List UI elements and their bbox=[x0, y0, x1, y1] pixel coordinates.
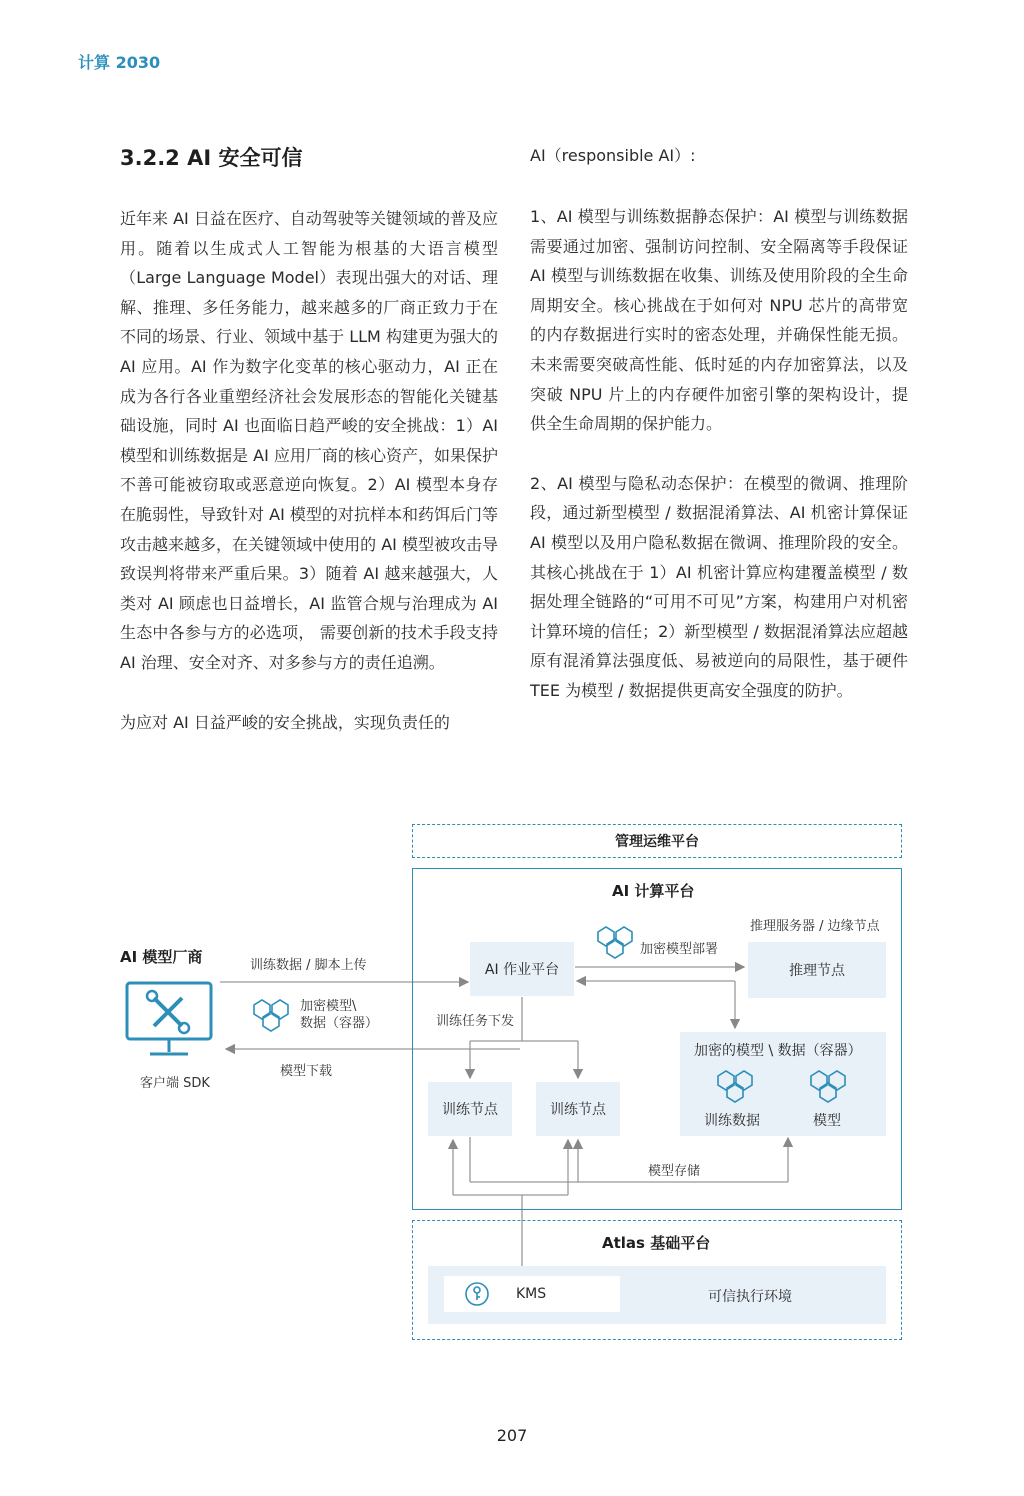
right-continuation: AI（responsible AI）: bbox=[530, 146, 696, 165]
store-model-label: 模型 bbox=[813, 1113, 841, 1129]
kms-label: KMS bbox=[516, 1286, 547, 1302]
model-storage-label: 模型存储 bbox=[648, 1164, 701, 1179]
store-training-data-label: 训练数据 bbox=[704, 1113, 760, 1129]
architecture-diagram bbox=[110, 820, 910, 1350]
encrypted-model-line-2: 数据（容器） bbox=[300, 1016, 379, 1031]
computer-tools-icon bbox=[124, 980, 216, 1062]
left-paragraph-1: 近年来 AI 日益在医疗、自动驾驶等关键领域的普及应用。随着以生成式人工智能为根基的大语言模型（Large Language Model）表现出强大的对话、理解、推理、多任务能力，越来越多的厂商正致力于在不同的场景、行业、领域中基于 LLM 构建更为强大的 AI 应用。AI 作为数字化变革的核心驱动力，AI 正在成为各行各业重塑经济社会发展形态的智能化关键基础设施，同时 AI 也面临日趋严峻的安全挑战：1）AI 模型和训练数据是 AI 应用厂商的核心资产，如果保护不善可能被窃取或恶意逆向恢复。2）AI 模型本身存在脆弱性，导致针对 AI 模型的对抗样本和药饵后门等攻击越来越多，在关键领域中使用的 AI 模型被攻击导致误判将带来严重后果。3）随着 AI 越来越强大，人类对 AI 顾虑也日益增长，AI 监管合规与治理成为 AI 生态中各参与方的必选项， 需要创新的技术手段支持 AI 治理、安全对齐、对多参与方的责任追溯。 bbox=[120, 209, 498, 672]
tee-label: 可信执行环境 bbox=[708, 1289, 792, 1305]
download-label: 模型下载 bbox=[280, 1064, 333, 1079]
right-paragraph-1: 1、AI 模型与训练数据静态保护：AI 模型与训练数据需要通过加密、强制访问控制、安全隔离等手段保证 AI 模型与训练数据在收集、训练及使用阶段的全生命周期安全。核心挑战在于如何对 NPU 芯片的高带宽的内存数据进行实时的密态处理，并确保性能无损。未来需要突破高性能、低时延的内存加密算法，以及突破 NPU 片上的内存硬件加密引擎的架构设计，提供全生命周期的保护能力。 bbox=[530, 207, 908, 434]
inference-node-label: 推理节点 bbox=[789, 963, 845, 979]
encrypted-deploy-label: 加密模型部署 bbox=[640, 942, 719, 957]
mgmt-platform-label: 管理运维平台 bbox=[615, 834, 699, 850]
training-data-cubes-icon bbox=[714, 1066, 756, 1104]
deploy-cubes-icon bbox=[594, 922, 636, 960]
vendor-title: AI 模型厂商 bbox=[120, 948, 203, 966]
task-dispatch-label: 训练任务下发 bbox=[436, 1014, 515, 1029]
ai-compute-platform-label: AI 计算平台 bbox=[612, 882, 695, 900]
training-node-2-label: 训练节点 bbox=[550, 1102, 606, 1118]
mgmt-platform-box bbox=[412, 824, 902, 858]
ai-job-platform-box bbox=[470, 942, 574, 996]
key-icon bbox=[464, 1281, 490, 1307]
inference-group-label: 推理服务器 / 边缘节点 bbox=[750, 919, 880, 934]
page-number: 207 bbox=[496, 1426, 528, 1445]
training-node-1-label: 训练节点 bbox=[442, 1102, 498, 1118]
training-node-2 bbox=[536, 1082, 620, 1136]
encrypted-model-data-label bbox=[300, 998, 378, 1032]
right-column bbox=[530, 140, 908, 736]
running-header: 计算 2030 bbox=[78, 53, 161, 72]
section-title: 3.2.2 AI 安全可信 bbox=[120, 146, 303, 170]
encrypted-model-line-1: 加密模型\ bbox=[300, 999, 357, 1014]
right-paragraph-2: 2、AI 模型与隐私动态保护：在模型的微调、推理阶段，通过新型模型 / 数据混淆算法、AI 机密计算保证 AI 模型以及用户隐私数据在微调、推理阶段的安全。其核心挑战在于 1）AI 机密计算应构建覆盖模型 / 数据处理全链路的“可用不可见”方案，构建用户对机密计算环境的信任；2）新型模型 / 数据混淆算法应超越原有混淆算法强度低、易被逆向的局限性，基于硬件 TEE 为模型 / 数据提供更高安全强度的防护。 bbox=[530, 473, 908, 700]
left-column bbox=[120, 140, 498, 767]
encrypted-cubes-icon bbox=[250, 995, 292, 1033]
encrypted-store-title: 加密的模型 \ 数据（容器） bbox=[694, 1043, 862, 1059]
left-paragraph-2: 为应对 AI 日益严峻的安全挑战，实现负责任的 bbox=[120, 712, 450, 732]
upload-label: 训练数据 / 脚本上传 bbox=[250, 958, 367, 973]
client-sdk-label: 客户端 SDK bbox=[140, 1076, 210, 1091]
inference-node-box bbox=[748, 942, 886, 998]
training-node-1 bbox=[428, 1082, 512, 1136]
model-cubes-icon bbox=[807, 1066, 849, 1104]
atlas-platform-label: Atlas 基础平台 bbox=[602, 1234, 711, 1252]
ai-job-platform-label: AI 作业平台 bbox=[484, 962, 560, 978]
